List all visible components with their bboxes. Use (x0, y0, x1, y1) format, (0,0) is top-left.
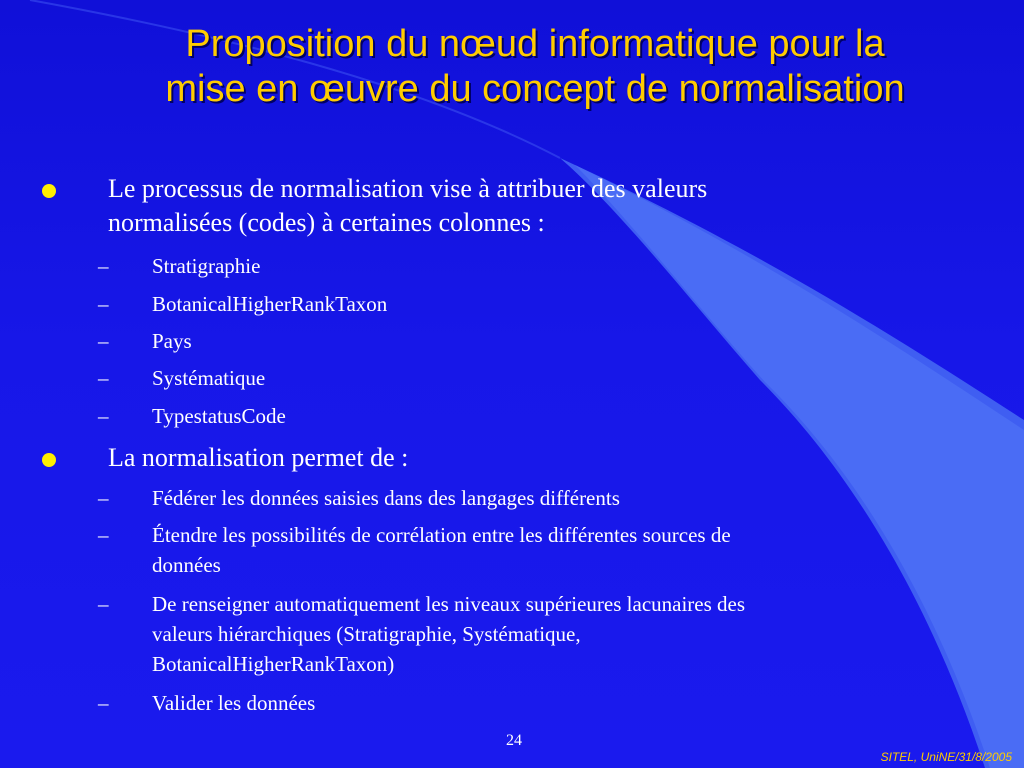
dash-marker: – (98, 592, 109, 616)
dash-marker: – (98, 691, 109, 715)
sub-item: TypestatusCode (152, 404, 286, 428)
sub-item: Stratigraphie (152, 254, 261, 278)
bullet-dot (42, 453, 56, 467)
title-line-2: mise en œuvre du concept de normalisation (165, 68, 905, 110)
footer-credit: SITEL, UniNE/31/8/2005 (880, 750, 1012, 764)
dash-marker: – (98, 329, 109, 353)
dash-marker: – (98, 486, 109, 510)
bullet-text: La normalisation permet de : (108, 443, 409, 472)
dash-marker: – (98, 292, 109, 316)
dash-marker: – (98, 366, 109, 390)
dash-marker: – (98, 404, 109, 428)
bullet-dot (42, 184, 56, 198)
dash-marker: – (98, 254, 109, 278)
sub-item: BotanicalHigherRankTaxon (152, 292, 388, 316)
page-number: 24 (506, 732, 522, 749)
sub-item: Fédérer les données saisies dans des langages différents (152, 486, 620, 510)
sub-item: Systématique (152, 366, 266, 390)
sub-item: Étendre les possibilités de corrélation entre les différentes sources de données (152, 523, 731, 577)
sub-item: Pays (152, 329, 192, 353)
dash-marker: – (98, 523, 109, 547)
bullet-text: Le processus de normalisation vise à attribuer des valeurs normalisées (codes) à certaines colonnes : (108, 174, 708, 237)
title-line-1: Proposition du nœud informatique pour la (185, 23, 885, 65)
sub-item: Valider les données (152, 691, 316, 715)
sub-item: De renseigner automatiquement les niveaux supérieures lacunaires des valeurs hiérarchiques (Stratigraphie, Systématique, BotanicalHigherRankTaxon) (152, 592, 746, 676)
